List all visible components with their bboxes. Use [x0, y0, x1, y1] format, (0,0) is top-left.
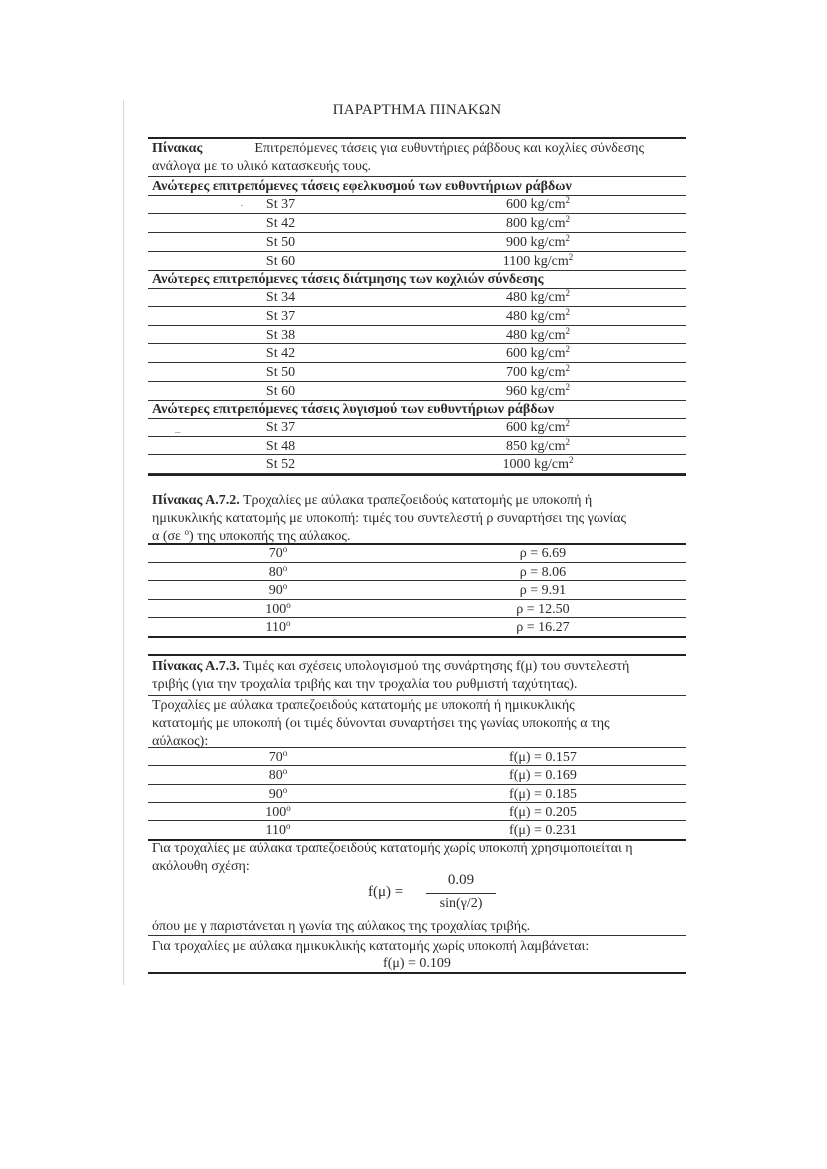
- stress-value: 600 kg/cm: [506, 420, 566, 435]
- allowable-stress: [438, 418, 638, 437]
- stress-exponent: 2: [565, 214, 570, 224]
- angle-value: 100: [265, 804, 287, 820]
- coefficient-value: ρ = 16.27: [516, 620, 570, 635]
- scan-mark: ·: [240, 200, 244, 212]
- shear-row: [148, 363, 686, 382]
- table3-top-rule: [148, 654, 686, 656]
- stress-value: 600 kg/cm: [506, 197, 566, 212]
- stress-exponent: 2: [565, 325, 570, 336]
- allowable-stress: [438, 214, 638, 233]
- angle-cell: [148, 600, 408, 619]
- stress-value: 700 kg/cm: [506, 365, 566, 381]
- steel-grade: St 37: [265, 308, 296, 324]
- rho-row: [148, 563, 686, 582]
- shear-row: [148, 307, 686, 326]
- degree-sign: o: [285, 821, 291, 832]
- table2-caption-line3b: ) της υποκοπής της αύλακος.: [188, 529, 351, 544]
- table2-caption-line2: ημικυκλικής κατατομής με υποκοπή: τιμές του συντελεστή ρ συναρτήσει της γωνίας: [152, 511, 627, 526]
- stress-exponent: 2: [565, 288, 570, 298]
- coefficient-value: ρ = 12.50: [516, 601, 570, 617]
- degree-sign: o: [286, 802, 291, 813]
- rho-row: [148, 544, 686, 563]
- friction-formula: [368, 872, 498, 918]
- coefficient-value: f(μ) = 0.157: [509, 750, 577, 765]
- angle-cell: [148, 563, 408, 582]
- angle-cell: [148, 581, 408, 600]
- rule: [148, 935, 686, 936]
- angle-cell: [148, 803, 408, 822]
- shear-row: [148, 344, 686, 363]
- rho-row: [148, 618, 686, 637]
- scan-mark: –: [175, 426, 181, 438]
- allowable-stress: [438, 382, 638, 401]
- degree-sign: o: [282, 784, 288, 795]
- steel-grade: St 37: [265, 420, 296, 435]
- stress-value: 900 kg/cm: [506, 235, 566, 250]
- friction-row: [148, 785, 686, 804]
- table1-section-tension: Ανώτερες επιτρεπόμενες τάσεις εφελκυσμού των ευθυντήριων ράβδων: [152, 179, 572, 194]
- coefficient-value: ρ = 9.91: [519, 583, 567, 598]
- angle-cell: [148, 618, 408, 637]
- formula-denominator: sin(γ/2): [439, 896, 483, 911]
- buckling-row: [148, 455, 686, 474]
- shear-row: [148, 326, 686, 345]
- steel-grade: St 60: [265, 254, 296, 269]
- table3-intro-line1: Τροχαλίες με αύλακα τραπεζοειδούς κατατομής με υποκοπή ή ημικυκλικής: [152, 698, 575, 713]
- rule: [148, 176, 686, 177]
- allowable-stress: [438, 363, 638, 382]
- table3-intro: [152, 697, 682, 751]
- table3-caption-line1: Τιμές και σχέσεις υπολογισμού της συνάρτησης f(μ) του συντελεστή: [242, 659, 630, 674]
- degree-sign: o: [285, 618, 291, 628]
- allowable-stress: [438, 326, 638, 345]
- tension-row: [148, 252, 686, 271]
- table3-no-undercut-line1: Για τροχαλίες με αύλακα τραπεζοειδούς κατατομής χωρίς υποκοπή χρησιμοποιείται η: [152, 841, 633, 856]
- table1-caption-line1: Επιτρεπόμενες τάσεις για ευθυντήριες ράβδους και κοχλίες σύνδεσης: [254, 141, 645, 156]
- stress-exponent: 2: [565, 195, 570, 205]
- coefficient-value: f(μ) = 0.205: [509, 804, 577, 820]
- table3-caption-line2: τριβής (για την τροχαλία τριβής και την τροχαλία του ρυθμιστή ταχύτητας).: [152, 677, 578, 692]
- rule: [148, 695, 686, 696]
- table2-caption: [152, 492, 682, 546]
- rho-row: [148, 600, 686, 619]
- table3-no-undercut-text: [152, 840, 682, 876]
- formula-numerator: 0.09: [447, 872, 475, 888]
- table2-caption-line1: Τροχαλίες με αύλακα τραπεζοειδούς κατατομής με υποκοπή ή: [242, 493, 593, 508]
- stress-value: 850 kg/cm: [506, 438, 566, 454]
- stress-exponent: 2: [569, 455, 574, 466]
- allowable-stress: [438, 344, 638, 363]
- row-rule: [148, 636, 686, 638]
- degree-sign: o: [282, 766, 288, 777]
- table3-bottom-rule: [148, 972, 686, 974]
- stress-exponent: 2: [565, 233, 570, 243]
- coefficient-value: f(μ) = 0.169: [509, 768, 577, 784]
- table1-top-rule: [148, 137, 686, 139]
- steel-grade: St 34: [265, 290, 296, 305]
- friction-row: [148, 821, 686, 840]
- stress-value: 480 kg/cm: [506, 290, 566, 305]
- angle-value: 110: [265, 823, 286, 839]
- coefficient-value: ρ = 6.69: [519, 546, 567, 561]
- angle-cell: [148, 821, 408, 840]
- friction-row: [148, 748, 686, 767]
- allowable-stress: [438, 455, 638, 474]
- page-title: ΠΑΡΑΡΤΗΜΑ ΠΙΝΑΚΩΝ: [332, 102, 502, 118]
- coefficient-value: f(μ) = 0.231: [509, 823, 577, 839]
- angle-value: 70: [268, 546, 283, 561]
- friction-row: [148, 803, 686, 822]
- table1-bottom-rule: [148, 474, 686, 476]
- angle-value: 90: [268, 583, 283, 598]
- semicircular-text: Για τροχαλίες με αύλακα ημικυκλικής κατατομής χωρίς υποκοπή λαμβάνεται:: [152, 939, 590, 954]
- rho-row: [148, 581, 686, 600]
- buckling-row: [148, 437, 686, 456]
- coefficient-value: ρ = 8.06: [519, 564, 567, 580]
- degree-sign: o: [282, 562, 288, 573]
- allowable-stress: [438, 288, 638, 307]
- angle-value: 110: [265, 620, 286, 635]
- table2-label: Πίνακας Α.7.2.: [152, 493, 240, 508]
- allowable-stress: [438, 307, 638, 326]
- steel-grade: St 42: [265, 216, 296, 231]
- tension-row: [148, 195, 686, 214]
- stress-exponent: 2: [565, 306, 570, 317]
- stress-exponent: 2: [565, 344, 570, 355]
- stress-value: 600 kg/cm: [506, 346, 566, 362]
- formula-lhs: f(μ) =: [368, 884, 404, 900]
- scan-edge-line: [123, 100, 124, 985]
- angle-value: 80: [268, 564, 283, 580]
- allowable-stress: [438, 437, 638, 456]
- table3-intro-line3: αύλακος):: [152, 734, 209, 749]
- formula-fraction-bar: [426, 893, 496, 894]
- table3-no-undercut-line2: ακόλουθη σχέση:: [152, 859, 250, 874]
- steel-grade: St 60: [265, 384, 296, 399]
- table2-caption-degree: o: [184, 527, 189, 537]
- table2-caption-line3a: α (σε: [152, 529, 185, 544]
- shear-row: [148, 288, 686, 307]
- stress-value: 480 kg/cm: [506, 327, 566, 343]
- steel-grade: St 38: [265, 327, 296, 343]
- degree-sign: o: [286, 599, 291, 610]
- gamma-note: όπου με γ παριστάνεται η γωνία της αύλακος της τροχαλίας τριβής.: [152, 919, 531, 934]
- allowable-stress: [438, 233, 638, 252]
- stress-exponent: 2: [568, 252, 574, 262]
- stress-value: 1100 kg/cm: [502, 254, 569, 269]
- semicircular-value: f(μ) = 0.109: [383, 956, 451, 971]
- angle-value: 80: [268, 768, 283, 784]
- allowable-stress: [438, 252, 638, 271]
- coefficient-value: f(μ) = 0.185: [509, 786, 577, 802]
- angle-cell: [148, 544, 408, 563]
- degree-sign: o: [282, 544, 288, 554]
- steel-grade: St 50: [265, 365, 296, 381]
- table3-caption: [152, 658, 682, 694]
- angle-value: 70: [268, 750, 283, 765]
- stress-exponent: 2: [565, 418, 570, 428]
- table1-section-shear: Ανώτερες επιτρεπόμενες τάσεις διάτμησης των κοχλιών σύνδεσης: [152, 272, 544, 287]
- angle-value: 100: [265, 601, 287, 617]
- stress-value: 960 kg/cm: [506, 384, 566, 399]
- stress-value: 1000 kg/cm: [502, 457, 569, 473]
- degree-sign: o: [282, 581, 288, 591]
- angle-cell: [148, 766, 408, 785]
- stress-exponent: 2: [565, 363, 570, 374]
- steel-grade: St 48: [265, 438, 296, 454]
- table1-caption-line2: ανάλογα με το υλικό κατασκευής τους.: [152, 159, 371, 174]
- shear-row: [148, 382, 686, 401]
- tension-row: [148, 214, 686, 233]
- degree-sign: o: [282, 748, 288, 758]
- steel-grade: St 50: [265, 235, 296, 250]
- stress-value: 800 kg/cm: [506, 216, 566, 231]
- stress-exponent: 2: [565, 436, 570, 447]
- stress-value: 480 kg/cm: [506, 308, 566, 324]
- table1-caption: [152, 140, 682, 176]
- table3-label: Πίνακας Α.7.3.: [152, 659, 240, 674]
- angle-value: 90: [268, 786, 283, 802]
- table1-label: Πίνακας: [152, 141, 203, 156]
- steel-grade: St 42: [265, 346, 296, 362]
- steel-grade: St 52: [265, 457, 296, 473]
- angle-cell: [148, 785, 408, 804]
- allowable-stress: [438, 195, 638, 214]
- tension-row: [148, 233, 686, 252]
- friction-row: [148, 766, 686, 785]
- table1-section-buckling: Ανώτερες επιτρεπόμενες τάσεις λυγισμού των ευθυντήριων ράβδων: [152, 402, 554, 417]
- angle-cell: [148, 748, 408, 767]
- stress-exponent: 2: [565, 382, 570, 392]
- table3-intro-line2: κατατομής με υποκοπή (οι τιμές δύνονται συναρτήσει της γωνίας υποκοπής α της: [152, 716, 610, 731]
- buckling-row: [148, 418, 686, 437]
- steel-grade: St 37: [265, 197, 296, 212]
